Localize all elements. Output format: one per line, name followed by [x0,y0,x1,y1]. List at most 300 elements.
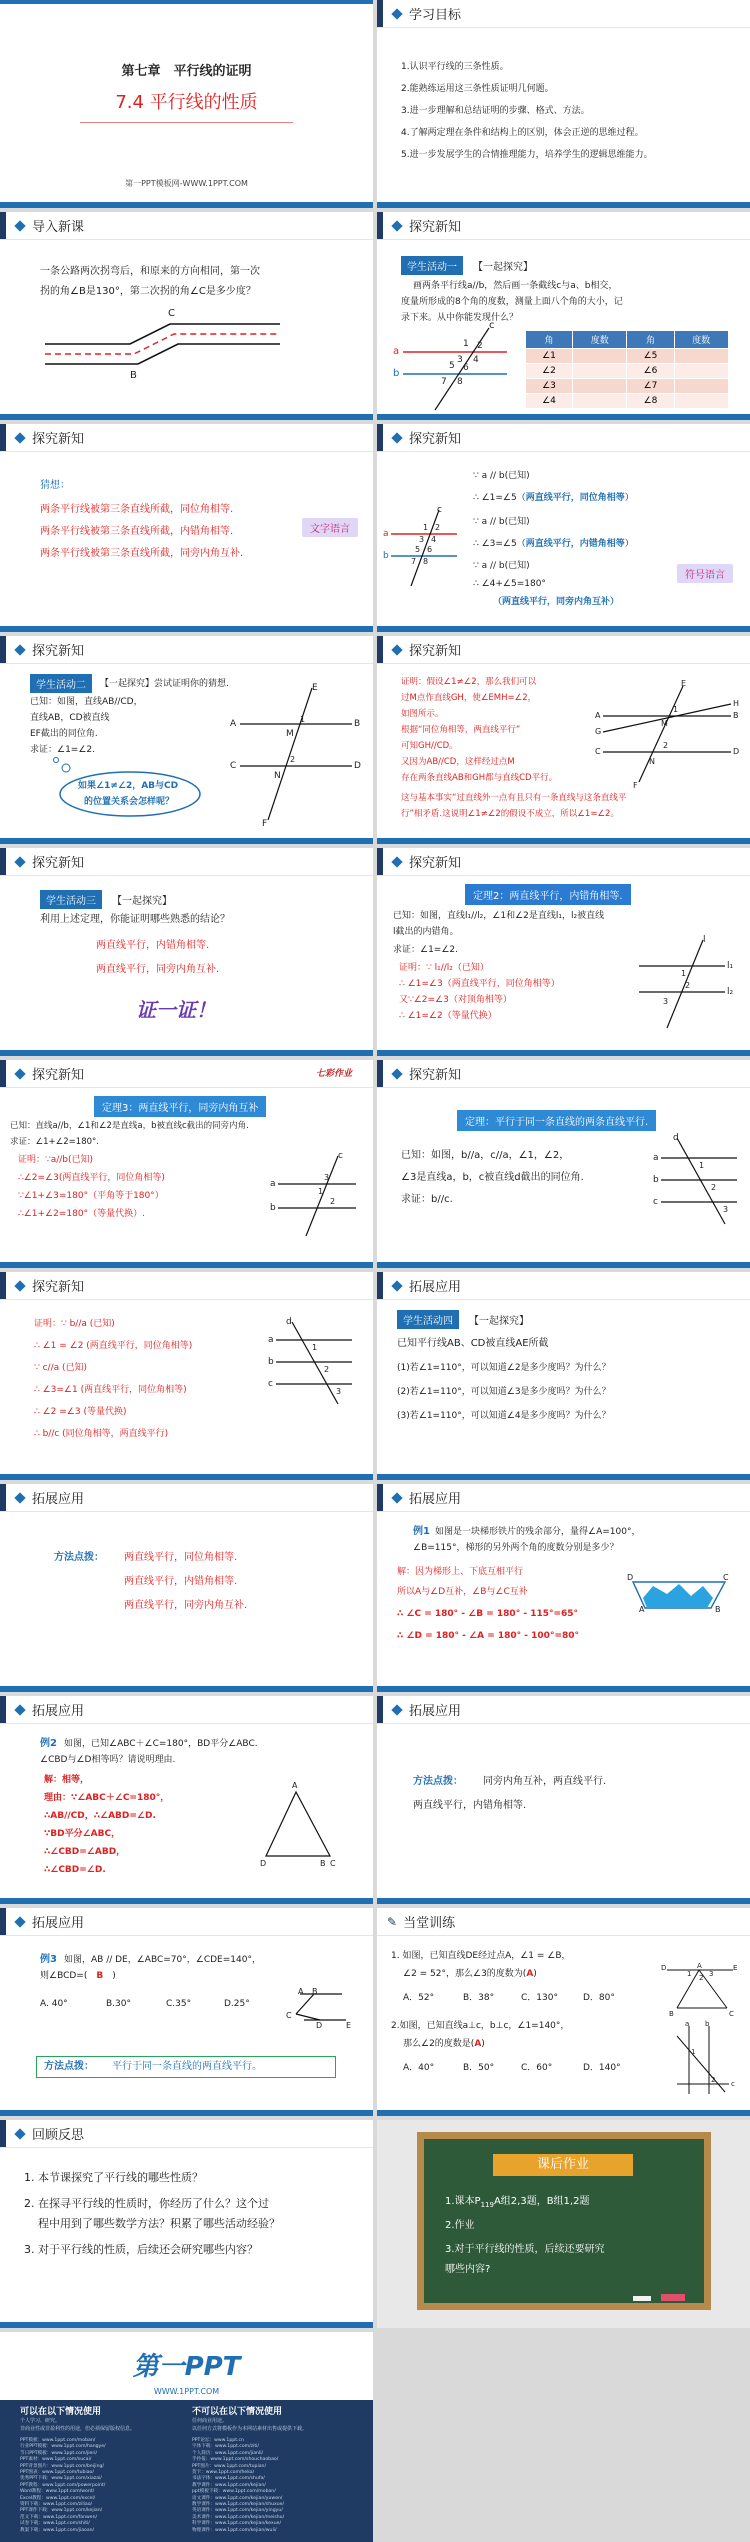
table-cell: ∠4 [526,394,573,409]
statement-6: ∴ ∠4+∠5=180° [473,579,546,589]
proof-line-5: 可知GH//CD。 [401,741,458,751]
given-3: EF截出的同位角. [30,729,98,739]
line-l2-label: l₂ [727,987,734,997]
angle-2: 2 [330,1197,336,1206]
slide-theorem-3 [0,1060,373,1268]
slide-bottom-bar [0,1898,373,1904]
resource-link[interactable]: 试卷下载：www.1ppt.com/shiti/ [20,2521,90,2527]
point-b: B [715,1605,721,1614]
objective-2: 2.能熟练运用这三条性质证明几何题。 [401,84,554,94]
line-l1-label: l₁ [727,961,734,971]
prove-goal: 求证：b//c. [401,1194,453,1205]
intro-question-2: 拐的角∠B是130°，第二次拐的角∠C是多少度？ [40,286,256,297]
header-bar [377,1696,383,1723]
angle-2: 2 [290,755,296,764]
slide-review [0,2120,373,2328]
header-title: 拓展应用 [409,1280,462,1295]
allowed-note-2: 非商业性或非盈利性的用途，但必须保留版权信息。 [20,2426,136,2432]
point-a: A [697,1962,702,1970]
slide-header [377,0,750,28]
angle-3: 3 [723,1205,729,1214]
line-b-label: b [705,2020,710,2028]
point-b: B [354,719,361,729]
slide-title [0,0,373,208]
point-c: C [723,1573,729,1582]
line-a-label: a [270,1179,276,1189]
statement-4-close: ） [624,539,634,549]
slide-header [377,1696,750,1724]
resource-link[interactable]: 语文课件：www.1ppt.com/kejian/yuwen/ [192,2495,283,2501]
question-3: (3)若∠1=110°，可以知道∠4是多少度吗？为什么？ [397,1411,611,1421]
slide-bottom-bar [377,1050,750,1056]
prove-goal: 求证：∠1+∠2=180°. [10,1137,99,1147]
point-n: N [274,771,281,781]
cloud-text-1: 如果∠1≠∠2，AB与CD [78,781,179,791]
homework-line-1 [445,2194,589,2213]
slide-header [377,1272,750,1300]
method-line-2: 两直线平行，内错角相等. [413,1800,527,1811]
header-title: 探究新知 [409,1068,462,1083]
angle-2: 2 [685,981,691,990]
statement-2-close: ） [624,493,634,503]
table-cell [674,364,728,379]
line-a-label: a [393,346,400,357]
table-header: 度数 [573,331,627,349]
activity-text-1: 画两条平行线a//b，然后画一条截线c与a、b相交， [413,281,618,291]
slide-method-1 [0,1484,373,1692]
resource-link[interactable]: PPT图表：www.1ppt.com/tubiao/ [20,2470,94,2476]
site-logo: 第一PPT [132,2352,241,2382]
proof-line-5: ∴ ∠2 =∠3 (等量代换) [34,1407,127,1417]
angle-8: 8 [423,557,429,566]
homework-line-3: 3.对于平行线的性质，后续还要研究 [445,2244,605,2255]
angle-3: 3 [709,1970,714,1978]
proof-figure [0,636,373,844]
activity-tag-text: 【一起探究】 [112,896,172,907]
proof-line-1: 证明：假设∠1≠∠2，那么我们可以 [401,677,537,687]
allowed-note-1: 个人学习、研究。 [20,2418,61,2424]
solution-5: ∴∠CBD=∠ABD， [44,1847,126,1857]
proof-line-1: 证明：∵a//b(已知) [18,1155,94,1165]
homework-title: 课后作业 [536,2157,589,2172]
statement-6-reason: （两直线平行，同旁内角互补） [493,597,620,607]
line-c-label: c [338,1151,343,1161]
theorem-figure [0,1272,373,1480]
point-d: D [627,1573,634,1582]
point-d: D [354,761,361,771]
given-1: 已知：如图，直线l₁//l₂，∠1和∠2是直线l₁，l₂被直线 [393,911,605,921]
table-header: 角 [627,331,674,349]
angle-1: 1 [463,339,469,349]
point-a: A [639,1605,645,1614]
guess-label: 猜想： [40,480,70,491]
proof-line-2: 过M点作直线GH，使∠EMH=∠2， [401,693,537,703]
header-title: 探究新知 [32,1068,85,1083]
review-2: 2. 在探寻平行线的性质时，你经历了什么？这个过 [24,2197,269,2210]
slide-symbol-language [377,424,750,632]
theorem-box: 定理2：两直线平行，内错角相等. [465,884,631,905]
resource-link[interactable]: 优秀PPT下载：www.1ppt.com/xiazai/ [20,2476,102,2482]
table-cell [573,349,627,364]
table-cell: ∠3 [526,379,573,394]
given-1: 已知：直线a//b，∠1和∠2是直线a，b被直线c截出的同旁内角. [10,1121,249,1131]
option-c: C．60° [521,2063,553,2073]
forbidden-title: 不可以在以下情况使用 [192,2407,283,2417]
proof-line-4: 根据“同位角相等，两直线平行” [401,725,521,735]
statement-4 [473,536,634,552]
example-question-2: ∠B=115°，梯形的另外两个角的度数分别是多少？ [413,1543,619,1553]
point-a: A [298,1987,304,1996]
point-e: E [312,683,318,693]
resource-link[interactable]: Word教程：www.1ppt.com/word/ [20,2489,95,2495]
slide-conjecture [0,424,373,632]
link-list-right [192,2438,362,2534]
statement-2 [473,490,634,506]
method-line-2: 两直线平行，内错角相等. [124,1576,238,1587]
slide-bottom-bar [0,838,373,844]
link-list-left [20,2438,180,2534]
question-close: ) [533,1969,537,1979]
proof-line-3: 又∵∠2=∠3（对顶角相等） [399,995,512,1005]
slide-method-2 [377,1696,750,1904]
line-a-label: a [268,1335,274,1345]
slide-activity-2 [0,636,373,844]
solution-4: ∴ ∠D = 180° - ∠A = 180° - 100°=80° [397,1631,580,1641]
table-cell: ∠8 [627,394,674,409]
theorem-box: 定理：平行于同一条直线的两条直线平行. [457,1110,656,1131]
option-c: C.35° [166,1999,192,2009]
activity-tag: 学生活动二 [30,674,92,693]
slide-bottom-bar [377,1262,750,1268]
point-a: A [595,711,601,720]
line-text: 1.课本P [445,2196,481,2207]
point-m: M [286,729,294,739]
cloud-text-2: 的位置关系会怎样呢？ [84,797,175,807]
resource-link[interactable]: 数学课件：www.1ppt.com/kejian/shuxue/ [192,2502,285,2508]
resource-link[interactable]: 教案下载：www.1ppt.com/jiaoan/ [20,2527,95,2533]
point-c: C [595,747,601,756]
example-label: 例3 [40,1954,57,1965]
symbol-language-tag: 符号语言 [677,564,733,583]
point-g: G [595,727,602,736]
practice-q1-line1: 1. 如图，已知直线DE经过点A，∠1 = ∠B， [391,1951,571,1961]
option-c: C．130° [521,1993,558,2003]
header-title: 探究新知 [409,856,462,871]
slide-bottom-bar [0,626,373,632]
angle-1: 1 [699,1161,705,1170]
resource-link[interactable]: 美术课件：www.1ppt.com/kejian/meishu/ [192,2514,285,2520]
angle-1: 1 [687,1970,692,1978]
intro-question-1: 一条公路两次拐弯后，和原来的方向相同，第一次 [40,266,260,277]
angle-2: 2 [711,1183,717,1192]
point-d: D [316,2021,323,2030]
forbidden-note-1: 任何商业用途。 [192,2418,228,2424]
angle-1: 1 [300,715,306,724]
statement-4-text: ∴ ∠3=∠5（ [473,539,526,549]
slide-intro [0,212,373,420]
method-line-1: 两直线平行，同位角相等. [124,1552,238,1563]
header-title: 探究新知 [32,1280,85,1295]
example-label: 例1 [413,1526,430,1537]
angle-5: 5 [449,361,455,371]
activity-tag: 学生活动三 [40,890,102,909]
point-c: C [330,1859,336,1868]
slide-bottom-bar [0,2110,373,2116]
header-title: 导入新课 [32,220,85,235]
objective-4: 4.了解两定理在条件和结构上的区别，体会正逆的思维过程。 [401,128,644,138]
option-b: B．50° [463,2063,495,2073]
solution-2: 所以A与∠D互补，∠B与∠C互补 [397,1587,528,1597]
option-b: B.30° [106,1999,131,2009]
table-header: 角 [526,331,573,349]
resource-link[interactable]: 节日PPT模板：www.1ppt.com/jieri/ [20,2450,98,2456]
point-h: H [733,699,740,708]
table-cell: ∠2 [526,364,573,379]
method-label: 方法点拨： [54,1552,104,1563]
proof-line-4: ∴∠1+∠2=180°（等量代换）. [18,1209,145,1219]
header-title: 探究新知 [32,432,85,447]
line-a-label: a [383,529,389,539]
page-number: 119 [480,2201,494,2209]
resource-link[interactable]: 书法字体：www.1ppt.com/shufa/ [192,2476,265,2482]
header-title: 学习目标 [409,8,462,23]
theorem-figure [377,1060,750,1268]
resource-link[interactable]: PPT模板：www.1ppt.com/moban/ [20,2438,96,2443]
theorem-figure [0,1060,373,1268]
slide-copyright [0,2332,373,2542]
resource-link[interactable]: PPT教程：www.1ppt.com/powerpoint/ [20,2482,106,2488]
point-b: B [312,1987,318,1996]
header-title: 回顾反思 [32,2128,85,2143]
question-stem: 已知平行线AB、CD被直线AE所截 [397,1338,549,1349]
solution-1: 解：相等， [44,1775,90,1785]
example-label: 例2 [40,1738,57,1749]
table-header: 度数 [674,331,728,349]
line-b-label: b [393,368,400,379]
prove-it-banner: 证一证！ [136,998,216,1022]
title-top-bar [0,0,373,4]
proof-line-1: 证明：∵ b//a (已知) [34,1319,115,1329]
resource-link[interactable]: 字体下载：www.1ppt.com/ziti/ [192,2444,259,2450]
slide-theorem-2 [377,848,750,1056]
angle-1: 1 [673,705,679,714]
angle-1: 1 [318,1187,324,1196]
header-title: 探究新知 [409,432,462,447]
slide-header [0,2120,373,2148]
line-c-label: c [731,2080,735,2088]
point-e: E [733,1964,738,1972]
option-d: D.25° [224,1999,250,2009]
road-label-c: C [168,308,175,319]
objective-5: 5.进一步发展学生的合情推理能力，培养学生的逻辑思维能力。 [401,150,653,160]
angle-2: 2 [324,1365,330,1374]
line-d-label: d [673,1133,679,1143]
point-a: A [292,1781,298,1790]
slide-activity-3 [0,848,373,1056]
point-c: C [230,761,237,771]
line-b-label: b [270,1203,276,1213]
point-e: E [346,2021,352,2030]
line-b-label: b [383,551,389,561]
prove-goal: 求证：∠1=∠2. [393,945,458,955]
point-c: C [729,2010,734,2018]
statement-4-reason: 两直线平行，内错角相等 [525,539,625,549]
header-title: 探究新知 [32,856,85,871]
resource-link[interactable]: 手抄报：www.1ppt.com/shouchaobao/ [192,2457,279,2463]
header-title: 拓展应用 [32,1704,85,1719]
line-b-label: b [268,1357,274,1367]
proof-line-6: 又因为AB//CD，这样经过点M [401,757,515,767]
slide-bottom-bar [377,1686,750,1692]
proof-line-2: ∴∠2=∠3(两直线平行，同位角相等) [18,1173,165,1183]
slide-bottom-bar [0,2322,373,2328]
table-cell [674,394,728,409]
practice-q2-line1: 2.如图，已知直线a⊥c，b⊥c，∠1=140°， [391,2021,570,2031]
line-d-label: d [286,1317,292,1327]
point-d: D [661,1964,667,1972]
lesson-title: 7.4 平行线的性质 [115,92,258,113]
slide-objectives [377,0,750,208]
resource-link[interactable]: 行业PPT模板：www.1ppt.com/hangye/ [20,2444,106,2450]
proof-line-1: 证明：∵ l₁//l₂（已知） [399,963,489,973]
prove-goal: 求证：∠1=∠2. [30,745,95,755]
homework-line-2: 2.作业 [445,2220,475,2231]
proof-line-6: ∴ b//c (同位角相等，两直线平行) [34,1429,169,1439]
slide-bottom-bar [0,1474,373,1480]
resource-link[interactable]: 贺卡：www.1ppt.com/heka/ [192,2470,255,2476]
header-title: 探究新知 [409,220,462,235]
activity-tag-text: 【一起探究】尝试证明你的猜想. [100,679,229,689]
word-language-tag: 文字语言 [302,518,358,537]
question-prefix: 则∠BCD=( [40,1971,97,1981]
theorem-box: 定理3：两直线平行，同旁内角互补 [94,1096,266,1117]
resource-link[interactable]: PPT论坛：www.1ppt.cn [192,2438,244,2443]
given-2: ∠3是直线a，b，c被直线d截出的同位角. [401,1172,584,1183]
title-footer: 第一PPT模板网-WWW.1PPT.COM [125,179,248,188]
slide-bottom-bar [0,1262,373,1268]
option-a: A．52° [403,1993,435,2003]
diamond-icon [14,2128,25,2139]
homework-line-4: 哪些内容? [445,2264,491,2275]
table-cell [674,349,728,364]
proof-line-7: 存在两条直线AB和GH都与直线CD平行。 [401,773,558,783]
angle-1: 1 [423,523,429,532]
resource-link[interactable]: 英语课件：www.1ppt.com/kejian/yingyu/ [192,2508,283,2514]
answer: B [96,1971,104,1981]
chapter-label: 第七章 平行线的证明 [121,64,252,79]
angle-3: 3 [324,1173,330,1182]
line-text-2: A组2,3题，B组1,2题 [493,2196,590,2207]
road-diagram [0,212,373,420]
angle-3: 3 [419,535,425,544]
resource-link[interactable]: 资料下载：www.1ppt.com/ziliao/ [20,2502,93,2508]
line-c-label: c [653,1197,658,1207]
resource-link[interactable]: PPT素材：www.1ppt.com/sucai/ [20,2457,92,2463]
resource-link[interactable]: PPT课件下载：www.1ppt.com/kejian/ [20,2508,103,2514]
review-1: 1. 本节课探究了平行线的哪些性质？ [24,2171,203,2184]
activity-tag-text: 【一起探究】 [469,1316,529,1327]
example-figure [0,1908,373,2116]
solution-2: 理由：∵∠ABC＋∠C=180°， [44,1793,170,1803]
header-bar [0,2120,6,2147]
slide-example-1 [377,1484,750,1692]
proof-line-8: 这与基本事实“过直线外一点有且只有一条直线与这条直线平 [401,793,627,803]
example-question-1: 如图是一块梯形铁片的残余部分，量得∠A=100°， [435,1527,641,1537]
statement-2-reason: 两直线平行，同位角相等 [525,493,625,503]
activity-text-3: 录下来。从中你能发现什么？ [401,313,519,323]
slide-activity-1 [377,212,750,420]
slide-bottom-bar [0,414,373,420]
solution-6: ∴∠CBD=∠D. [44,1865,106,1875]
method-line-3: 两直线平行，同旁内角互补. [124,1600,248,1611]
table-cell [573,364,627,379]
resource-link[interactable]: PPT图片：www.1ppt.com/tupian/ [192,2463,266,2469]
solution-4: ∵BD平分∠ABC， [44,1829,121,1839]
resource-link[interactable]: ppt模板下载：www.1ppt.com/moban/ [192,2489,276,2495]
slide-bottom-bar [377,838,750,844]
header-bar [377,0,383,27]
forbidden-note-2: 以任何方式将模板作为本网站素材出售或提供下载。 [192,2426,308,2432]
header-title: 探究新知 [409,644,462,659]
solution-3: ∴ ∠C = 180° - ∠B = 180° - 115°=65° [397,1609,579,1619]
table-cell [573,379,627,394]
statement-3: ∵ a // b(已知) [473,517,530,527]
header-title: 探究新知 [32,644,85,659]
solution-3: ∴AB//CD，∴∠ABD=∠D. [44,1811,156,1821]
resource-link[interactable]: PPT背景图片：www.1ppt.com/beijing/ [20,2463,104,2469]
option-d: D．80° [583,1993,615,2003]
diamond-icon [391,1704,402,1715]
header-title: 当堂训练 [403,1916,456,1931]
conjecture-1: 两条平行线被第三条直线所截，同位角相等. [40,504,234,515]
question-suffix: ) [103,1971,116,1981]
slide-bottom-bar [0,1050,373,1056]
proof-line-2: ∴ ∠1 = ∠2 (两直线平行，同位角相等) [34,1341,193,1351]
slide-header [0,1484,373,1512]
line-a-label: a [685,2020,690,2028]
slide-contradiction-proof [377,636,750,844]
proof-line-3: 如图所示。 [401,709,444,719]
resource-link[interactable]: 教学课件：www.1ppt.com/kejian/ [192,2482,266,2488]
angle-table [525,330,729,409]
angle-7: 7 [411,557,417,566]
table-cell [573,394,627,409]
resource-link[interactable]: 个人简历：www.1ppt.com/jianli/ [192,2450,264,2456]
slide-transitive-proof [0,1272,373,1480]
slide-bottom-bar [377,1898,750,1904]
slide-example-3 [0,1908,373,2116]
header-bar [377,1272,383,1299]
header-title: 拓展应用 [409,1492,462,1507]
brand-logo: 七彩作业 [316,1069,353,1079]
table-cell: ∠7 [627,379,674,394]
slide-header [0,848,373,876]
point-f: F [262,819,268,829]
angle-6: 6 [427,545,433,554]
header-title: 拓展应用 [32,1916,85,1931]
resource-link[interactable]: 科学课件：www.1ppt.com/kejian/kexue/ [192,2521,282,2527]
given-2: l截出的内错角。 [393,927,459,937]
point-n: N [649,757,655,766]
proof-line-9: 行”相矛盾.这说明∠1≠∠2的假设不成立，所以∠1=∠2。 [401,809,619,819]
resource-link[interactable]: 范文下载：www.1ppt.com/fanwen/ [20,2514,98,2520]
angle-4: 4 [473,355,479,365]
answer: A [474,2039,482,2049]
pencil-icon: ✎ [387,1914,398,1929]
resource-link[interactable]: Excel教程：www.1ppt.com/excel/ [20,2495,96,2501]
proof-line-4: ∴ ∠1=∠2（等量代换） [399,1011,497,1021]
resource-link[interactable]: 物理课件：www.1ppt.com/kejian/wuli/ [192,2527,277,2533]
